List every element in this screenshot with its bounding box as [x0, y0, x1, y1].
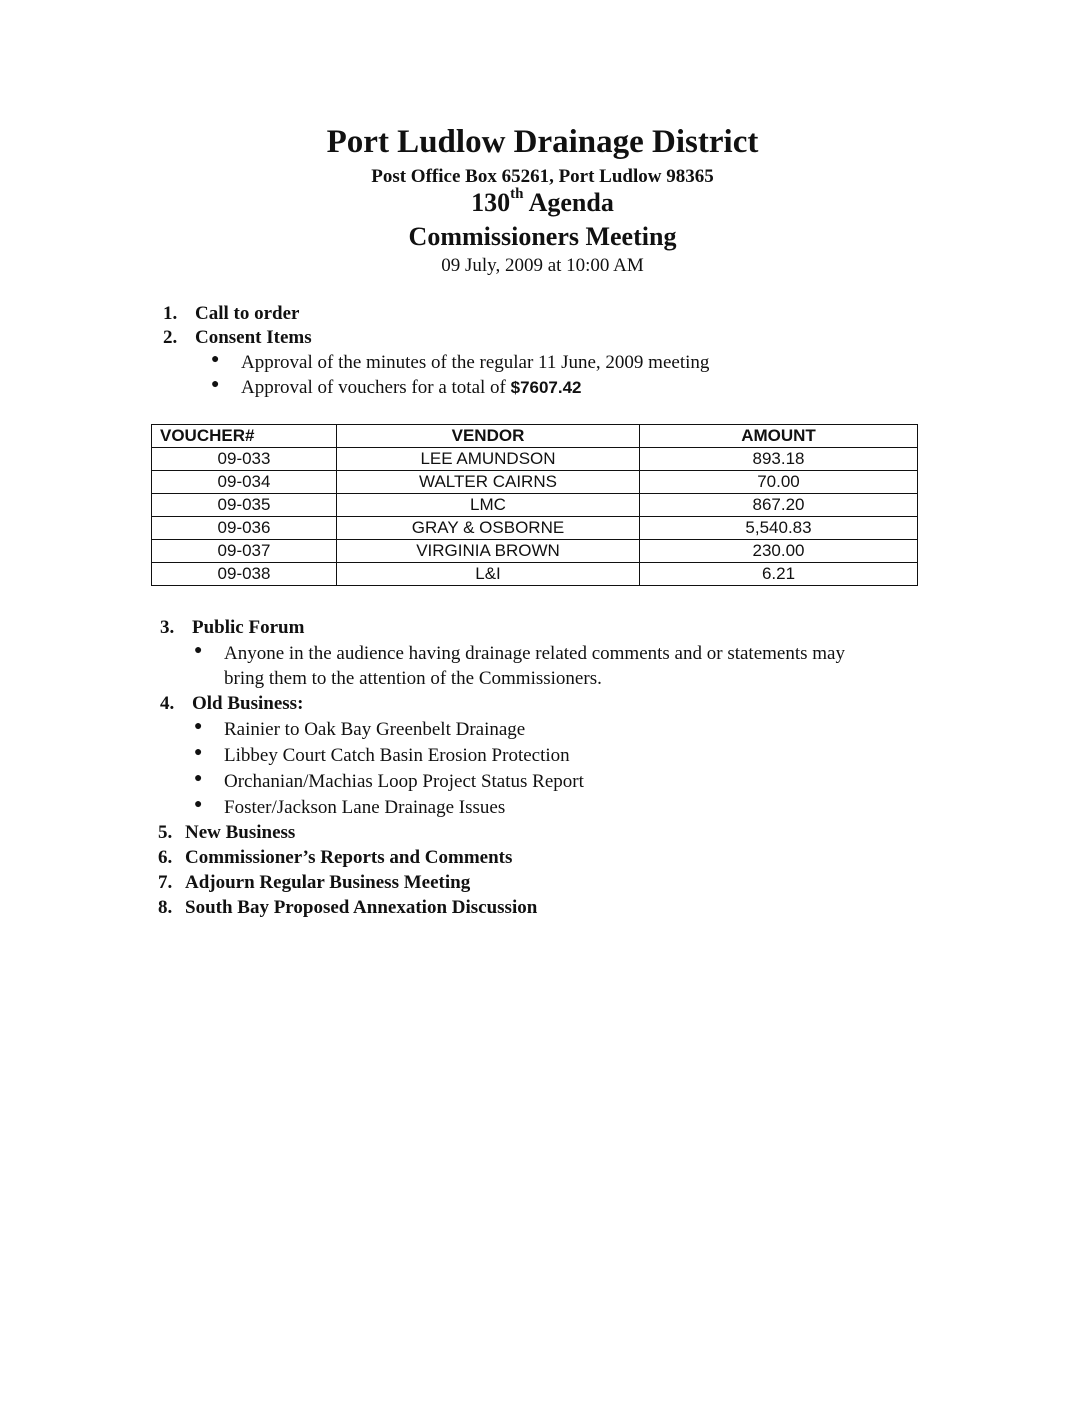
- agenda-item: 1. Call to order: [163, 303, 300, 324]
- amount: 5,540.83: [640, 517, 918, 540]
- agenda-label: Agenda: [528, 188, 614, 217]
- agenda-item-label: Consent Items: [195, 327, 312, 348]
- vendor: GRAY & OSBORNE: [337, 517, 640, 540]
- table-row: [152, 517, 918, 540]
- amount: 893.18: [640, 448, 918, 471]
- bullet-icon: ●: [211, 352, 220, 367]
- bullet-icon: ●: [194, 719, 203, 734]
- bullet-icon: ●: [211, 377, 220, 392]
- vendor: LMC: [337, 494, 640, 517]
- header-amount: AMOUNT: [640, 425, 918, 448]
- voucher-number: 09-037: [152, 540, 337, 563]
- public-forum-text-cont: bring them to the attention of the Commissioners.: [224, 668, 602, 689]
- meeting-heading: Commissioners Meeting: [408, 222, 677, 251]
- public-forum-text: ● Anyone in the audience having drainage related comments and or statements may: [194, 643, 845, 664]
- table-row: [152, 540, 918, 563]
- agenda-item-label: Public Forum: [192, 617, 305, 638]
- agenda-item-label: Old Business:: [192, 693, 304, 714]
- agenda-item-label: Call to order: [195, 303, 300, 324]
- document-title: Port Ludlow Drainage District: [326, 124, 759, 160]
- bullet-icon: ●: [194, 745, 203, 760]
- agenda-item-label: South Bay Proposed Annexation Discussion: [185, 897, 538, 918]
- agenda-item: 7. Adjourn Regular Business Meeting: [158, 872, 471, 893]
- table-row: [152, 448, 918, 471]
- vendor: L&I: [337, 563, 640, 586]
- agenda-item: 6. Commissioner’s Reports and Comments: [158, 847, 513, 868]
- agenda-item: 4. Old Business:: [160, 693, 304, 714]
- agenda-item: 2. Consent Items: [163, 327, 312, 348]
- voucher-number: 09-033: [152, 448, 337, 471]
- old-business-item: ● Libbey Court Catch Basin Erosion Protection: [194, 745, 570, 766]
- voucher-number: 09-038: [152, 563, 337, 586]
- agenda-number: 130: [471, 188, 511, 217]
- bullet-icon: ●: [194, 771, 203, 786]
- bullet-icon: ●: [194, 643, 203, 658]
- vendor: LEE AMUNDSON: [337, 448, 640, 471]
- table-row: [152, 471, 918, 494]
- consent-minutes: ● Approval of the minutes of the regular 11 June, 2009 meeting: [211, 352, 710, 373]
- agenda-item-label: Adjourn Regular Business Meeting: [185, 872, 471, 893]
- amount: 230.00: [640, 540, 918, 563]
- agenda-item: 3. Public Forum: [160, 617, 305, 638]
- old-business-item: ● Orchanian/Machias Loop Project Status Report: [194, 771, 584, 792]
- vouchers-total: $7607.42: [510, 378, 582, 397]
- amount: 70.00: [640, 471, 918, 494]
- table-row: [152, 563, 918, 586]
- voucher-number: 09-036: [152, 517, 337, 540]
- vendor: VIRGINIA BROWN: [337, 540, 640, 563]
- address: Post Office Box 65261, Port Ludlow 98365: [371, 166, 714, 187]
- vendor: WALTER CAIRNS: [337, 471, 640, 494]
- old-business-item: ● Foster/Jackson Lane Drainage Issues: [194, 797, 506, 818]
- bullet-icon: ●: [194, 797, 203, 812]
- meeting-datetime: 09 July, 2009 at 10:00 AM: [441, 255, 644, 276]
- agenda-item-label: Commissioner’s Reports and Comments: [185, 847, 513, 868]
- header-vendor: VENDOR: [337, 425, 640, 448]
- table-header-row: [152, 425, 918, 448]
- amount: 867.20: [640, 494, 918, 517]
- voucher-table: [151, 424, 918, 586]
- agenda-item-label: New Business: [185, 822, 296, 843]
- agenda-item: 8. South Bay Proposed Annexation Discussion: [158, 897, 538, 918]
- agenda-heading: [0, 188, 1085, 218]
- voucher-number: 09-034: [152, 471, 337, 494]
- agenda-suffix: th: [510, 186, 524, 202]
- consent-vouchers: ● Approval of vouchers for a total of $7607.42: [211, 377, 582, 398]
- header-voucher: VOUCHER#: [152, 425, 337, 448]
- agenda-item: 5. New Business: [158, 822, 296, 843]
- table-row: [152, 494, 918, 517]
- amount: 6.21: [640, 563, 918, 586]
- voucher-number: 09-035: [152, 494, 337, 517]
- old-business-item: ● Rainier to Oak Bay Greenbelt Drainage: [194, 719, 526, 740]
